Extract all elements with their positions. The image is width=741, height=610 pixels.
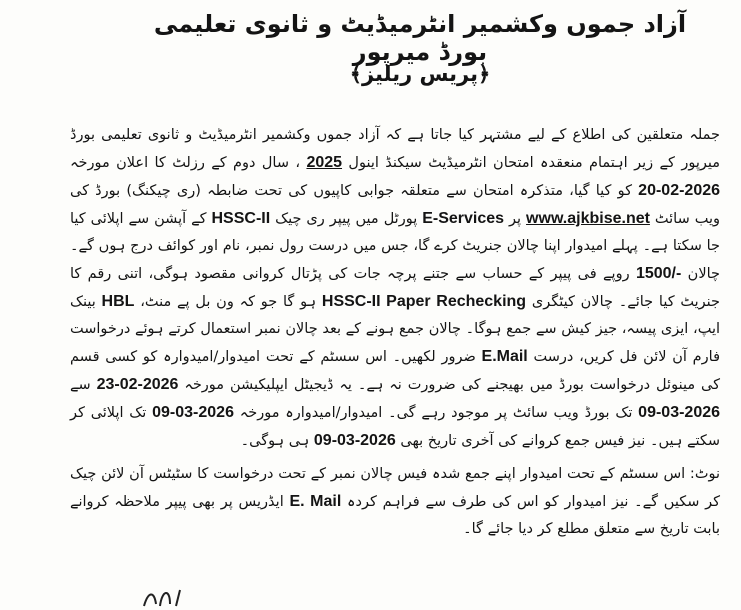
- text: کے آپشن سے اپلائی کیا جا سکتا ہے۔ پہلے امیدوار اپنا چالان جنریٹ کرے گا، جس میں درست رول نمبر،: [70, 211, 721, 254]
- press-release-heading: ﴿پریس ریلیز﴾: [349, 62, 491, 86]
- fee-amount: 1500/-: [635, 265, 682, 282]
- apply-deadline: 09-03-2026: [152, 404, 234, 421]
- text: منعقدہ امتحان انٹرمیڈیٹ سیکنڈ اینول: [342, 155, 583, 171]
- text: ایپلیکیشن مورخہ: [178, 377, 288, 393]
- result-date: 20-02-2026: [638, 182, 721, 199]
- text: روپے فی پیپر کے حساب سے جتنے پرچہ جات کی پڑتال کروانی مقصود ہوگی، اتنی رقم کا: [70, 266, 636, 282]
- hssc-label: HSSC-II: [211, 210, 271, 227]
- text: کو کیا گیا، متذکرہ امتحان: [473, 183, 639, 199]
- e-services-label: E-Services: [422, 210, 505, 227]
- text: جملہ متعلقین کی اطلاع کے لیے مشتہر کیا جاتا ہے کہ آزاد جموں وکشمیر انٹرمیڈیٹ و ثانوی تعلیمی بورڈ میرپور کے زیر اہتمام: [70, 127, 720, 171]
- email-label: E. Mail: [289, 493, 342, 510]
- fee-deadline: 09-03-2026: [313, 432, 396, 449]
- text: ، سال دوم کے رزلٹ کا اعلان مورخہ: [70, 155, 307, 171]
- text: ایڈریس پر بھی پیپر ملاحظہ کروانے بابت تاریخ سے متعلق مطلع کر دیا جائے گا۔: [70, 494, 720, 537]
- website-link[interactable]: www.ajkbise.net: [526, 210, 650, 227]
- signature-mark: [140, 584, 200, 608]
- end-date: 09-03-2026: [638, 404, 721, 421]
- start-date: 23-02-2026: [96, 376, 179, 393]
- text: نام اور کوائف درج ہوں گے۔ چالان: [70, 238, 720, 282]
- text: پر: [504, 211, 527, 227]
- bank-name: HBL: [101, 293, 135, 310]
- text: ضرور لکھیں۔ اس سسٹم کے تحت امیدوار/امیدوارہ کو کسی قسم کی مینوئل درخواست بورڈ میں بھیجنے کی ضرورت نہ ہے۔ یہ ڈیجیٹل: [70, 349, 720, 393]
- text: سے: [70, 377, 97, 393]
- text: ہو گا جو کہ ون بل پے منٹ،: [134, 294, 322, 310]
- email-label: E.Mail: [481, 348, 528, 365]
- text: تک اپلائی کر سکتے ہیں۔ نیز فیس جمع کروانے کی آخری تاریخ بھی: [70, 405, 720, 449]
- text: نوٹ: اس سسٹم کے تحت امیدوار اپنے جمع شدہ فیس چالان نمبر کے تحت درخواست کا سٹیٹس آن لائن چیک کر سکیں گے۔ نیز امیدوار: [70, 466, 720, 510]
- note-paragraph: [70, 461, 720, 543]
- text: سے متعلقہ جوابی کاپیوں کی تحت ضابطہ (ری چیکنگ) بورڈ کی ویب سائٹ: [70, 183, 721, 227]
- text: بینک ایپ،: [70, 294, 721, 337]
- text: پورٹل: [383, 211, 423, 227]
- board-title: آزاد جموں وکشمیر انٹرمیڈیٹ و ثانوی تعلیمی بورڈ میرپور: [153, 10, 687, 66]
- text: میں پیپر ری چیک: [270, 211, 379, 227]
- text: ایزی پیسہ، جیز کیش سے جمع ہوگا۔ چالان جمع ہونے کے بعد چالان نمبر استعمال کرتے ہوئے درخواست فارم آن لائن فل کریں، درست: [70, 321, 720, 365]
- text: مورخہ: [233, 405, 280, 421]
- exam-year: 2025: [306, 154, 343, 171]
- main-paragraph: [70, 122, 720, 455]
- text: تک بورڈ ویب سائٹ پر موجود رہے گی۔ امیدوار/امیدوارہ: [285, 405, 639, 421]
- press-release-body: [70, 122, 720, 549]
- text: ہی ہوگی۔: [240, 433, 314, 449]
- text: کو اس کی طرف سے فراہم کردہ: [341, 494, 559, 510]
- challan-category: HSSC-II Paper Rechecking: [321, 293, 527, 310]
- text: جنریٹ کیا جائے۔ چالان کیٹگری: [526, 294, 721, 310]
